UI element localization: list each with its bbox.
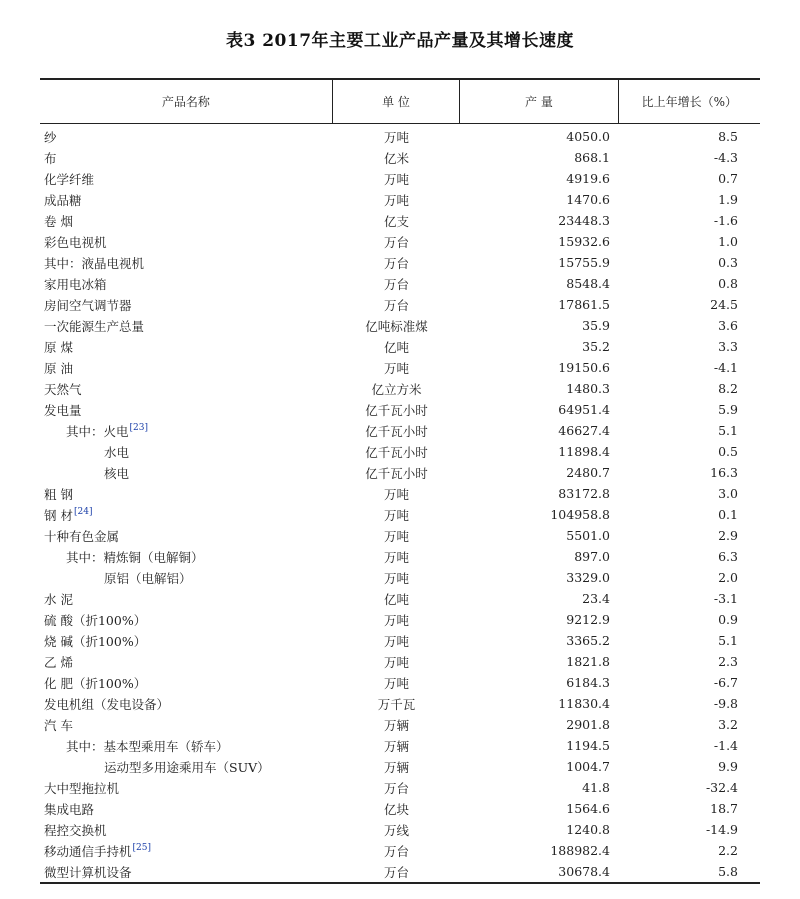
product-name-cell xyxy=(40,653,333,671)
product-name: 化学纤维 xyxy=(44,171,95,187)
unit-cell: 亿千瓦小时 xyxy=(365,402,428,418)
product-name-cell xyxy=(40,149,333,167)
table-row xyxy=(40,798,760,819)
output-cell: 2901.8 xyxy=(566,717,610,732)
table-row xyxy=(40,672,760,693)
unit-cell: 万吨 xyxy=(383,633,409,649)
product-name: 其中：液晶电视机 xyxy=(44,255,145,271)
output-cell: 15755.9 xyxy=(558,255,610,270)
output-cell: 5501.0 xyxy=(566,528,610,543)
unit-cell: 亿米 xyxy=(383,150,409,166)
unit-cell: 万台 xyxy=(383,276,409,292)
product-name: 大中型拖拉机 xyxy=(44,780,120,796)
unit-cell: 亿支 xyxy=(383,213,409,229)
table-row xyxy=(40,315,760,336)
growth-cell: 0.8 xyxy=(718,276,738,291)
unit-cell: 万台 xyxy=(383,255,409,271)
growth-cell: -3.1 xyxy=(713,591,738,606)
table-row xyxy=(40,777,760,798)
growth-cell: 3.2 xyxy=(718,717,738,732)
output-cell: 2480.7 xyxy=(566,465,610,480)
table-row xyxy=(40,273,760,294)
output-cell: 3365.2 xyxy=(566,633,610,648)
output-cell: 1821.8 xyxy=(566,654,610,669)
unit-cell: 亿吨标准煤 xyxy=(365,318,428,334)
growth-cell: 2.3 xyxy=(718,654,738,669)
header-product-name: 产品名称 xyxy=(40,80,333,123)
product-name-cell xyxy=(40,170,333,188)
growth-cell: 0.1 xyxy=(718,507,738,522)
output-cell: 1194.5 xyxy=(566,738,610,753)
product-name: 发电机组（发电设备） xyxy=(44,696,170,712)
product-name: 其中：基本型乘用车（轿车） xyxy=(66,738,229,754)
product-name-cell xyxy=(40,590,333,608)
output-cell: 4050.0 xyxy=(566,129,610,144)
product-name: 成品糖 xyxy=(44,192,82,208)
product-name-cell xyxy=(40,674,333,692)
table-row xyxy=(40,630,760,651)
product-name-cell xyxy=(40,548,333,566)
table-row xyxy=(40,378,760,399)
product-name-cell xyxy=(40,128,333,146)
table-row xyxy=(40,252,760,273)
product-name: 原 煤 xyxy=(44,339,73,355)
unit-cell: 万吨 xyxy=(383,129,409,145)
output-cell: 35.2 xyxy=(582,339,610,354)
output-cell: 188982.4 xyxy=(550,843,610,858)
product-name-cell xyxy=(40,380,333,398)
product-name-cell xyxy=(40,233,333,251)
product-name-cell xyxy=(40,716,333,734)
growth-cell: -4.3 xyxy=(713,150,738,165)
product-name: 水电 xyxy=(104,444,130,460)
product-name-cell xyxy=(40,296,333,314)
growth-cell: 2.0 xyxy=(718,570,738,585)
product-name-cell xyxy=(40,779,333,797)
unit-cell: 万台 xyxy=(383,234,409,250)
product-name: 化 肥（折100%） xyxy=(44,675,147,691)
product-name: 十种有色金属 xyxy=(44,528,120,544)
output-cell: 64951.4 xyxy=(558,402,610,417)
product-name: 钢 材 xyxy=(44,507,73,523)
product-name: 一次能源生产总量 xyxy=(44,318,145,334)
output-cell: 9212.9 xyxy=(566,612,610,627)
page-title: 表3 2017年主要工业产品产量及其增长速度 xyxy=(225,31,575,51)
product-name: 卷 烟 xyxy=(44,213,73,229)
output-cell: 1564.6 xyxy=(566,801,610,816)
table-row xyxy=(40,420,760,441)
header-output: 产 量 xyxy=(460,80,618,123)
growth-cell: 5.1 xyxy=(718,423,738,438)
product-name: 彩色电视机 xyxy=(44,234,107,250)
growth-cell: 3.6 xyxy=(718,318,738,333)
header-unit: 单 位 xyxy=(333,80,460,123)
product-name: 家用电冰箱 xyxy=(44,276,107,292)
product-name-cell xyxy=(40,821,333,839)
product-name: 其中：火电 xyxy=(66,423,129,439)
growth-cell: 1.9 xyxy=(718,192,738,207)
product-name-cell xyxy=(40,275,333,293)
unit-cell: 亿立方米 xyxy=(371,381,422,397)
output-cell: 83172.8 xyxy=(558,486,610,501)
product-name: 发电量 xyxy=(44,402,82,418)
output-cell: 1480.3 xyxy=(566,381,610,396)
unit-cell: 亿吨 xyxy=(383,339,409,355)
product-name: 移动通信手持机 xyxy=(44,843,132,859)
unit-cell: 万台 xyxy=(383,780,409,796)
table-row xyxy=(40,651,760,672)
unit-cell: 万吨 xyxy=(383,360,409,376)
growth-cell: 5.1 xyxy=(718,633,738,648)
growth-cell: 24.5 xyxy=(710,297,738,312)
unit-cell: 亿千瓦小时 xyxy=(365,423,428,439)
table-row xyxy=(40,546,760,567)
product-name: 水 泥 xyxy=(44,591,73,607)
product-name: 硫 酸（折100%） xyxy=(44,612,147,628)
footnote-link[interactable]: [23] xyxy=(129,423,148,434)
table-row xyxy=(40,462,760,483)
unit-cell: 亿千瓦小时 xyxy=(365,465,428,481)
output-cell: 30678.4 xyxy=(558,864,610,879)
product-name-cell xyxy=(40,317,333,335)
output-cell: 41.8 xyxy=(582,780,610,795)
footnote-link[interactable]: [25] xyxy=(132,843,151,854)
output-cell: 6184.3 xyxy=(566,675,610,690)
unit-cell: 万辆 xyxy=(383,759,409,775)
unit-cell: 万吨 xyxy=(383,486,409,502)
output-cell: 23448.3 xyxy=(558,213,610,228)
product-name-cell xyxy=(40,338,333,356)
growth-cell: 8.5 xyxy=(718,129,738,144)
unit-cell: 万吨 xyxy=(383,675,409,691)
unit-cell: 万吨 xyxy=(383,654,409,670)
table-row xyxy=(40,756,760,777)
product-name: 原铝（电解铝） xyxy=(104,570,192,586)
growth-cell: 2.2 xyxy=(718,843,738,858)
product-name-cell xyxy=(40,842,333,860)
unit-cell: 万辆 xyxy=(383,717,409,733)
unit-cell: 亿千瓦小时 xyxy=(365,444,428,460)
unit-cell: 万吨 xyxy=(383,549,409,565)
product-name: 乙 烯 xyxy=(44,654,73,670)
product-name-cell xyxy=(40,863,333,881)
table-row xyxy=(40,336,760,357)
output-cell: 17861.5 xyxy=(558,297,610,312)
table-row xyxy=(40,504,760,525)
product-name-cell xyxy=(40,422,333,440)
growth-cell: 5.8 xyxy=(718,864,738,879)
growth-cell: 16.3 xyxy=(710,465,738,480)
output-cell: 19150.6 xyxy=(558,360,610,375)
product-name-cell xyxy=(40,737,333,755)
growth-cell: -1.6 xyxy=(713,213,738,228)
product-name-cell xyxy=(40,485,333,503)
growth-cell: 18.7 xyxy=(710,801,738,816)
table-row xyxy=(40,588,760,609)
growth-cell: 0.5 xyxy=(718,444,738,459)
growth-cell: -6.7 xyxy=(713,675,738,690)
product-name: 运动型多用途乘用车（SUV） xyxy=(104,759,270,775)
growth-cell: 5.9 xyxy=(718,402,738,417)
unit-cell: 万吨 xyxy=(383,171,409,187)
product-name-cell xyxy=(40,212,333,230)
table-row xyxy=(40,735,760,756)
table-row xyxy=(40,147,760,168)
output-cell: 868.1 xyxy=(574,150,610,165)
output-cell: 46627.4 xyxy=(558,423,610,438)
output-cell: 3329.0 xyxy=(566,570,610,585)
product-name: 纱 xyxy=(44,129,57,145)
growth-cell: -1.4 xyxy=(713,738,738,753)
growth-cell: -32.4 xyxy=(705,780,738,795)
unit-cell: 亿块 xyxy=(383,801,409,817)
table-header xyxy=(40,78,760,124)
table-row xyxy=(40,609,760,630)
unit-cell: 万台 xyxy=(383,297,409,313)
growth-cell: 8.2 xyxy=(718,381,738,396)
table-row xyxy=(40,189,760,210)
table-row xyxy=(40,861,760,882)
product-name-cell xyxy=(40,527,333,545)
table-row xyxy=(40,840,760,861)
table-row xyxy=(40,483,760,504)
product-name-cell xyxy=(40,464,333,482)
production-table xyxy=(40,78,760,884)
unit-cell: 万吨 xyxy=(383,192,409,208)
unit-cell: 万吨 xyxy=(383,612,409,628)
product-name-cell xyxy=(40,695,333,713)
table-row xyxy=(40,231,760,252)
product-name-cell xyxy=(40,569,333,587)
growth-cell: 3.3 xyxy=(718,339,738,354)
growth-cell: 1.0 xyxy=(718,234,738,249)
table-row xyxy=(40,714,760,735)
table-row xyxy=(40,210,760,231)
table-row xyxy=(40,126,760,147)
growth-cell: 2.9 xyxy=(718,528,738,543)
output-cell: 1240.8 xyxy=(566,822,610,837)
table-row xyxy=(40,357,760,378)
product-name: 粗 钢 xyxy=(44,486,73,502)
table-row xyxy=(40,819,760,840)
product-name-cell xyxy=(40,758,333,776)
growth-cell: -4.1 xyxy=(713,360,738,375)
growth-cell: -9.8 xyxy=(713,696,738,711)
footnote-link[interactable]: [24] xyxy=(73,507,93,518)
growth-cell: 0.3 xyxy=(718,255,738,270)
product-name: 天然气 xyxy=(44,381,82,397)
table-row xyxy=(40,525,760,546)
output-cell: 4919.6 xyxy=(566,171,610,186)
product-name-cell xyxy=(40,254,333,272)
header-growth: 比上年增长（%） xyxy=(641,95,737,109)
product-name: 微型计算机设备 xyxy=(44,864,132,880)
unit-cell: 万吨 xyxy=(383,570,409,586)
product-name-cell xyxy=(40,506,333,524)
unit-cell: 万台 xyxy=(383,864,409,880)
output-cell: 15932.6 xyxy=(558,234,610,249)
output-cell: 1470.6 xyxy=(566,192,610,207)
table-row xyxy=(40,441,760,462)
unit-cell: 万台 xyxy=(383,843,409,859)
output-cell: 1004.7 xyxy=(566,759,610,774)
product-name-cell xyxy=(40,632,333,650)
unit-cell: 万线 xyxy=(383,822,409,838)
product-name-cell xyxy=(40,401,333,419)
product-name: 房间空气调节器 xyxy=(44,297,132,313)
product-name-cell xyxy=(40,359,333,377)
unit-cell: 万千瓦 xyxy=(377,696,416,712)
product-name: 烧 碱（折100%） xyxy=(44,633,147,649)
growth-cell: 9.9 xyxy=(718,759,738,774)
growth-cell: 6.3 xyxy=(718,549,738,564)
output-cell: 8548.4 xyxy=(566,276,610,291)
product-name: 其中：精炼铜（电解铜） xyxy=(66,549,204,565)
product-name-cell xyxy=(40,611,333,629)
output-cell: 35.9 xyxy=(582,318,610,333)
table-row xyxy=(40,168,760,189)
product-name-cell xyxy=(40,443,333,461)
product-name-cell xyxy=(40,800,333,818)
product-name: 汽 车 xyxy=(44,717,73,733)
output-cell: 897.0 xyxy=(574,549,610,564)
table-row xyxy=(40,294,760,315)
output-cell: 11898.4 xyxy=(558,444,610,459)
output-cell: 23.4 xyxy=(582,591,610,606)
unit-cell: 万吨 xyxy=(383,528,409,544)
unit-cell: 万辆 xyxy=(383,738,409,754)
table-row xyxy=(40,399,760,420)
product-name: 核电 xyxy=(104,465,130,481)
product-name: 集成电路 xyxy=(44,801,95,817)
unit-cell: 万吨 xyxy=(383,507,409,523)
product-name-cell xyxy=(40,191,333,209)
product-name: 程控交换机 xyxy=(44,822,107,838)
table-body xyxy=(40,124,760,884)
growth-cell: 3.0 xyxy=(718,486,738,501)
growth-cell: -14.9 xyxy=(705,822,738,837)
output-cell: 104958.8 xyxy=(550,507,610,522)
product-name: 布 xyxy=(44,150,57,166)
growth-cell: 0.7 xyxy=(718,171,738,186)
table-row xyxy=(40,567,760,588)
output-cell: 11830.4 xyxy=(558,696,610,711)
growth-cell: 0.9 xyxy=(718,612,738,627)
product-name: 原 油 xyxy=(44,360,73,376)
table-row xyxy=(40,693,760,714)
unit-cell: 亿吨 xyxy=(383,591,409,607)
